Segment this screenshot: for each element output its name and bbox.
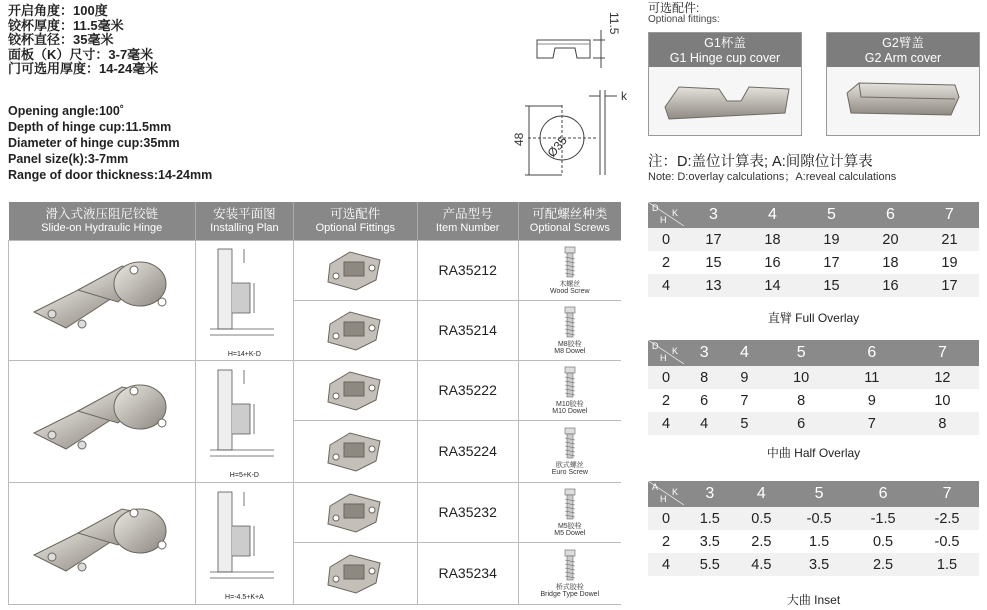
column-header: 6 xyxy=(838,340,906,366)
mounting-plate-image xyxy=(320,246,390,294)
calc-table-0 xyxy=(648,202,979,297)
table-row xyxy=(9,482,622,542)
specs-english xyxy=(8,103,212,183)
table-cell: -2.5 xyxy=(915,507,979,530)
column-header: 4 xyxy=(743,202,802,228)
hinge-cup-drawing xyxy=(505,0,645,190)
table-cell: 16 xyxy=(861,274,920,297)
svg-text:H: H xyxy=(660,494,667,504)
screw-label-en: Bridge Type Dowel xyxy=(540,591,600,598)
table-cell: 18 xyxy=(743,228,802,251)
screw-cell xyxy=(518,240,621,300)
optional-fittings-title-cn: 可选配件: xyxy=(648,1,700,15)
table-header-row xyxy=(648,481,979,507)
table-cell: -1.5 xyxy=(851,507,915,530)
fitting-cell xyxy=(293,360,417,420)
table-cell: 1.5 xyxy=(915,553,979,576)
spec-line: 面板（K）尺寸：3-7毫米 xyxy=(8,46,154,62)
hinge-cell xyxy=(9,482,196,604)
table-header-row xyxy=(9,202,622,240)
header-installing-plan: 安装平面图 Installing Plan xyxy=(195,202,293,240)
dim-cup-width: 48 xyxy=(512,132,526,146)
svg-text:A: A xyxy=(652,482,659,492)
svg-text:K: K xyxy=(672,346,679,356)
hinge-image xyxy=(22,250,182,350)
installing-plan-drawing xyxy=(204,243,284,351)
column-header: 7 xyxy=(920,202,979,228)
fitting-cell xyxy=(293,300,417,360)
column-header: 6 xyxy=(861,202,920,228)
table-cell: 2.5 xyxy=(851,553,915,576)
installing-plan-cell xyxy=(195,360,293,482)
corner-divider xyxy=(648,340,684,364)
optional-fittings-title-en: Optional fittings: xyxy=(648,14,720,25)
fitting-cell xyxy=(293,420,417,482)
table-row xyxy=(648,274,979,297)
dim-k: k xyxy=(621,89,627,103)
svg-text:D: D xyxy=(652,203,659,213)
table-cell: 18 xyxy=(882,254,899,271)
mounting-plate-image xyxy=(320,427,390,475)
optional-fittings-header xyxy=(648,2,720,26)
screw-label-en: M5 Dowel xyxy=(554,530,586,537)
column-header: 3 xyxy=(684,340,724,366)
item-number: RA35224 xyxy=(417,420,518,482)
table-cell: 15 xyxy=(802,274,861,297)
table-row xyxy=(648,530,979,553)
table-row xyxy=(648,366,979,389)
table-cell: 21 xyxy=(920,228,979,251)
mounting-plate-image xyxy=(320,549,390,597)
mounting-plate-image xyxy=(320,306,390,354)
dim-cup-diameter: Ø35 xyxy=(544,133,570,160)
hinge-cell xyxy=(9,360,196,482)
table-row xyxy=(9,240,622,300)
screw-label-cn: 桥式胶栓 xyxy=(555,584,584,591)
svg-text:K: K xyxy=(672,487,679,497)
table-caption: 直臂 Full Overlay xyxy=(767,311,860,325)
installing-plan-drawing xyxy=(204,364,284,472)
table-cell: 11 xyxy=(838,366,906,389)
table-caption: 大曲 Inset xyxy=(786,593,841,607)
row-header: 4 xyxy=(648,553,684,576)
spec-line: Range of door thickness:14-24mm xyxy=(8,168,213,182)
mounting-plate-image xyxy=(320,366,390,414)
svg-text:K: K xyxy=(672,208,679,218)
table-cell: 7 xyxy=(740,392,749,409)
screw-image xyxy=(555,426,585,462)
row-header: 2 xyxy=(661,392,671,409)
column-header: 7 xyxy=(915,481,979,507)
table-row xyxy=(648,507,979,530)
row-header: 2 xyxy=(661,533,671,550)
column-header: 7 xyxy=(906,340,979,366)
header-optional-fittings: 可选配件 Optional Fittings xyxy=(293,202,417,240)
table-header-row xyxy=(648,202,979,228)
column-header: 3 xyxy=(684,481,736,507)
table-cell: 8 xyxy=(684,366,724,389)
screw-cell xyxy=(518,300,621,360)
table-cell: 0.5 xyxy=(872,533,894,550)
spec-line: 铰杯直径：35毫米 xyxy=(8,32,114,47)
table-caption: 中曲 Half Overlay xyxy=(766,446,861,460)
table-row xyxy=(648,251,979,274)
fitting-card-title: G2臂盖 G2 Arm cover xyxy=(827,33,979,67)
item-number: RA35214 xyxy=(417,300,518,360)
screw-label-cn: M5胶栓 xyxy=(557,523,582,530)
header-hinge: 滑入式液压阻尼铰链 Slide-on Hydraulic Hinge xyxy=(9,202,196,240)
screw-label-cn: M8胶栓 xyxy=(557,341,582,348)
table-cell: 5 xyxy=(724,412,764,435)
row-header: 4 xyxy=(648,412,684,435)
table-cell: 3.5 xyxy=(787,553,851,576)
table-cell: 17 xyxy=(823,254,840,271)
table-cell: 1.5 xyxy=(684,507,736,530)
row-header: 2 xyxy=(661,254,671,271)
table-cell: -0.5 xyxy=(934,533,960,550)
corner-divider xyxy=(648,481,684,505)
table-cell: 17 xyxy=(684,228,743,251)
table-cell: 10 xyxy=(765,366,838,389)
table-cell: -0.5 xyxy=(787,507,851,530)
item-number: RA35234 xyxy=(417,542,518,604)
column-header: 6 xyxy=(851,481,915,507)
screw-cell xyxy=(518,482,621,542)
fitting-card-title: G1杯盖 G1 Hinge cup cover xyxy=(649,33,801,67)
note-en: Note: D:overlay calculations；A:reveal calculations xyxy=(648,171,897,183)
corner-cell xyxy=(648,202,684,228)
table-cell: 8 xyxy=(797,392,806,409)
spec-line: Diameter of hinge cup:35mm xyxy=(8,136,180,150)
table-cell: 19 xyxy=(941,254,958,271)
table-row xyxy=(648,228,979,251)
item-number: RA35212 xyxy=(417,240,518,300)
row-header: 0 xyxy=(648,366,684,389)
row-header: 4 xyxy=(648,274,684,297)
column-header: 4 xyxy=(736,481,788,507)
screw-image xyxy=(555,305,585,341)
table-cell: 5.5 xyxy=(684,553,736,576)
table-cell: 15 xyxy=(705,254,722,271)
svg-text:H: H xyxy=(660,215,667,225)
table-cell: 6 xyxy=(765,412,838,435)
table-cell: 14 xyxy=(743,274,802,297)
fitting-cell xyxy=(293,482,417,542)
installing-plan-cell xyxy=(195,240,293,360)
table-cell: 10 xyxy=(934,392,951,409)
column-header: 4 xyxy=(724,340,764,366)
table-row xyxy=(648,389,979,412)
hinge-cup-cover-image xyxy=(649,67,801,133)
spec-line: Opening angle:100˚ xyxy=(8,104,124,118)
screw-label-en: Euro Screw xyxy=(551,469,588,476)
table-cell: 16 xyxy=(764,254,781,271)
header-optional-screws: 可配螺丝种类 Optional Screws xyxy=(518,202,621,240)
screw-cell xyxy=(518,360,621,420)
table-cell: 19 xyxy=(802,228,861,251)
corner-cell xyxy=(648,481,684,507)
calc-table-1 xyxy=(648,340,979,435)
column-header: 3 xyxy=(684,202,743,228)
screw-image xyxy=(555,487,585,523)
corner-cell xyxy=(648,340,684,366)
screw-cell xyxy=(518,542,621,604)
formula-label: H=5+K-D xyxy=(229,471,259,479)
fitting-cell xyxy=(293,240,417,300)
table-cell: 4 xyxy=(684,412,724,435)
spec-line: Depth of hinge cup:11.5mm xyxy=(8,120,172,134)
table-cell: 6 xyxy=(700,392,709,409)
column-header: 5 xyxy=(787,481,851,507)
hinge-cell xyxy=(9,240,196,360)
specs-chinese xyxy=(8,4,158,77)
table-cell: 8 xyxy=(906,412,979,435)
item-number: RA35222 xyxy=(417,360,518,420)
hinge-image xyxy=(22,371,182,471)
row-header: 0 xyxy=(648,228,684,251)
fitting-cell xyxy=(293,542,417,604)
screw-label-en: Wood Screw xyxy=(550,288,590,295)
table-header-row xyxy=(648,340,979,366)
table-cell: 0.5 xyxy=(736,507,788,530)
table-row xyxy=(648,412,979,435)
formula-label: H=-4.5+K+A xyxy=(225,593,264,601)
calculation-note xyxy=(648,154,896,183)
table-cell: 2.5 xyxy=(751,533,772,550)
mounting-plate-image xyxy=(320,488,390,536)
header-item-number: 产品型号 Item Number xyxy=(417,202,518,240)
table-cell: 20 xyxy=(861,228,920,251)
screw-image xyxy=(555,548,585,584)
installing-plan-drawing xyxy=(204,486,284,594)
installing-plan-cell xyxy=(195,482,293,604)
calc-table-2 xyxy=(648,481,979,576)
screw-label-en: M8 Dowel xyxy=(554,348,586,355)
column-header: 5 xyxy=(765,340,838,366)
svg-text:D: D xyxy=(652,341,659,351)
formula-label: H=14+K-D xyxy=(227,350,261,358)
svg-text:H: H xyxy=(660,353,667,363)
spec-line: 铰杯厚度：11.5毫米 xyxy=(8,17,124,33)
table-cell: 17 xyxy=(920,274,979,297)
screw-cell xyxy=(518,420,621,482)
hinge-product-table xyxy=(8,202,621,605)
column-header: 5 xyxy=(802,202,861,228)
screw-image xyxy=(555,365,585,401)
dim-cup-depth: 11.5 xyxy=(607,12,621,35)
table-cell: 1.5 xyxy=(809,533,830,550)
corner-divider xyxy=(648,202,684,226)
spec-line: Panel size(k):3-7mm xyxy=(8,152,129,166)
item-number: RA35232 xyxy=(417,482,518,542)
table-cell: 4.5 xyxy=(736,553,788,576)
table-cell: 7 xyxy=(838,412,906,435)
table-cell: 3.5 xyxy=(699,533,720,550)
table-row xyxy=(648,553,979,576)
screw-image xyxy=(555,245,585,281)
row-header: 0 xyxy=(648,507,684,530)
table-cell: 12 xyxy=(906,366,979,389)
arm-cover-image xyxy=(827,67,979,133)
table-cell: 9 xyxy=(724,366,764,389)
hinge-image xyxy=(22,493,182,593)
fitting-card-g1 xyxy=(648,32,802,136)
spec-line: 开启角度：100度 xyxy=(8,3,108,18)
screw-label-cn: M10胶栓 xyxy=(556,401,584,408)
table-cell: 9 xyxy=(867,392,876,409)
fitting-card-g2 xyxy=(826,32,980,136)
spec-line: 门可选用厚度：14-24毫米 xyxy=(8,61,159,76)
note-cn: 注：D:盖位计算表; A:间隙位计算表 xyxy=(648,154,873,170)
screw-label-en: M10 Dowel xyxy=(552,408,588,415)
screw-label-cn: 木螺丝 xyxy=(559,281,581,288)
table-cell: 13 xyxy=(684,274,743,297)
screw-label-cn: 欧式螺丝 xyxy=(555,462,584,469)
table-row xyxy=(9,360,622,420)
